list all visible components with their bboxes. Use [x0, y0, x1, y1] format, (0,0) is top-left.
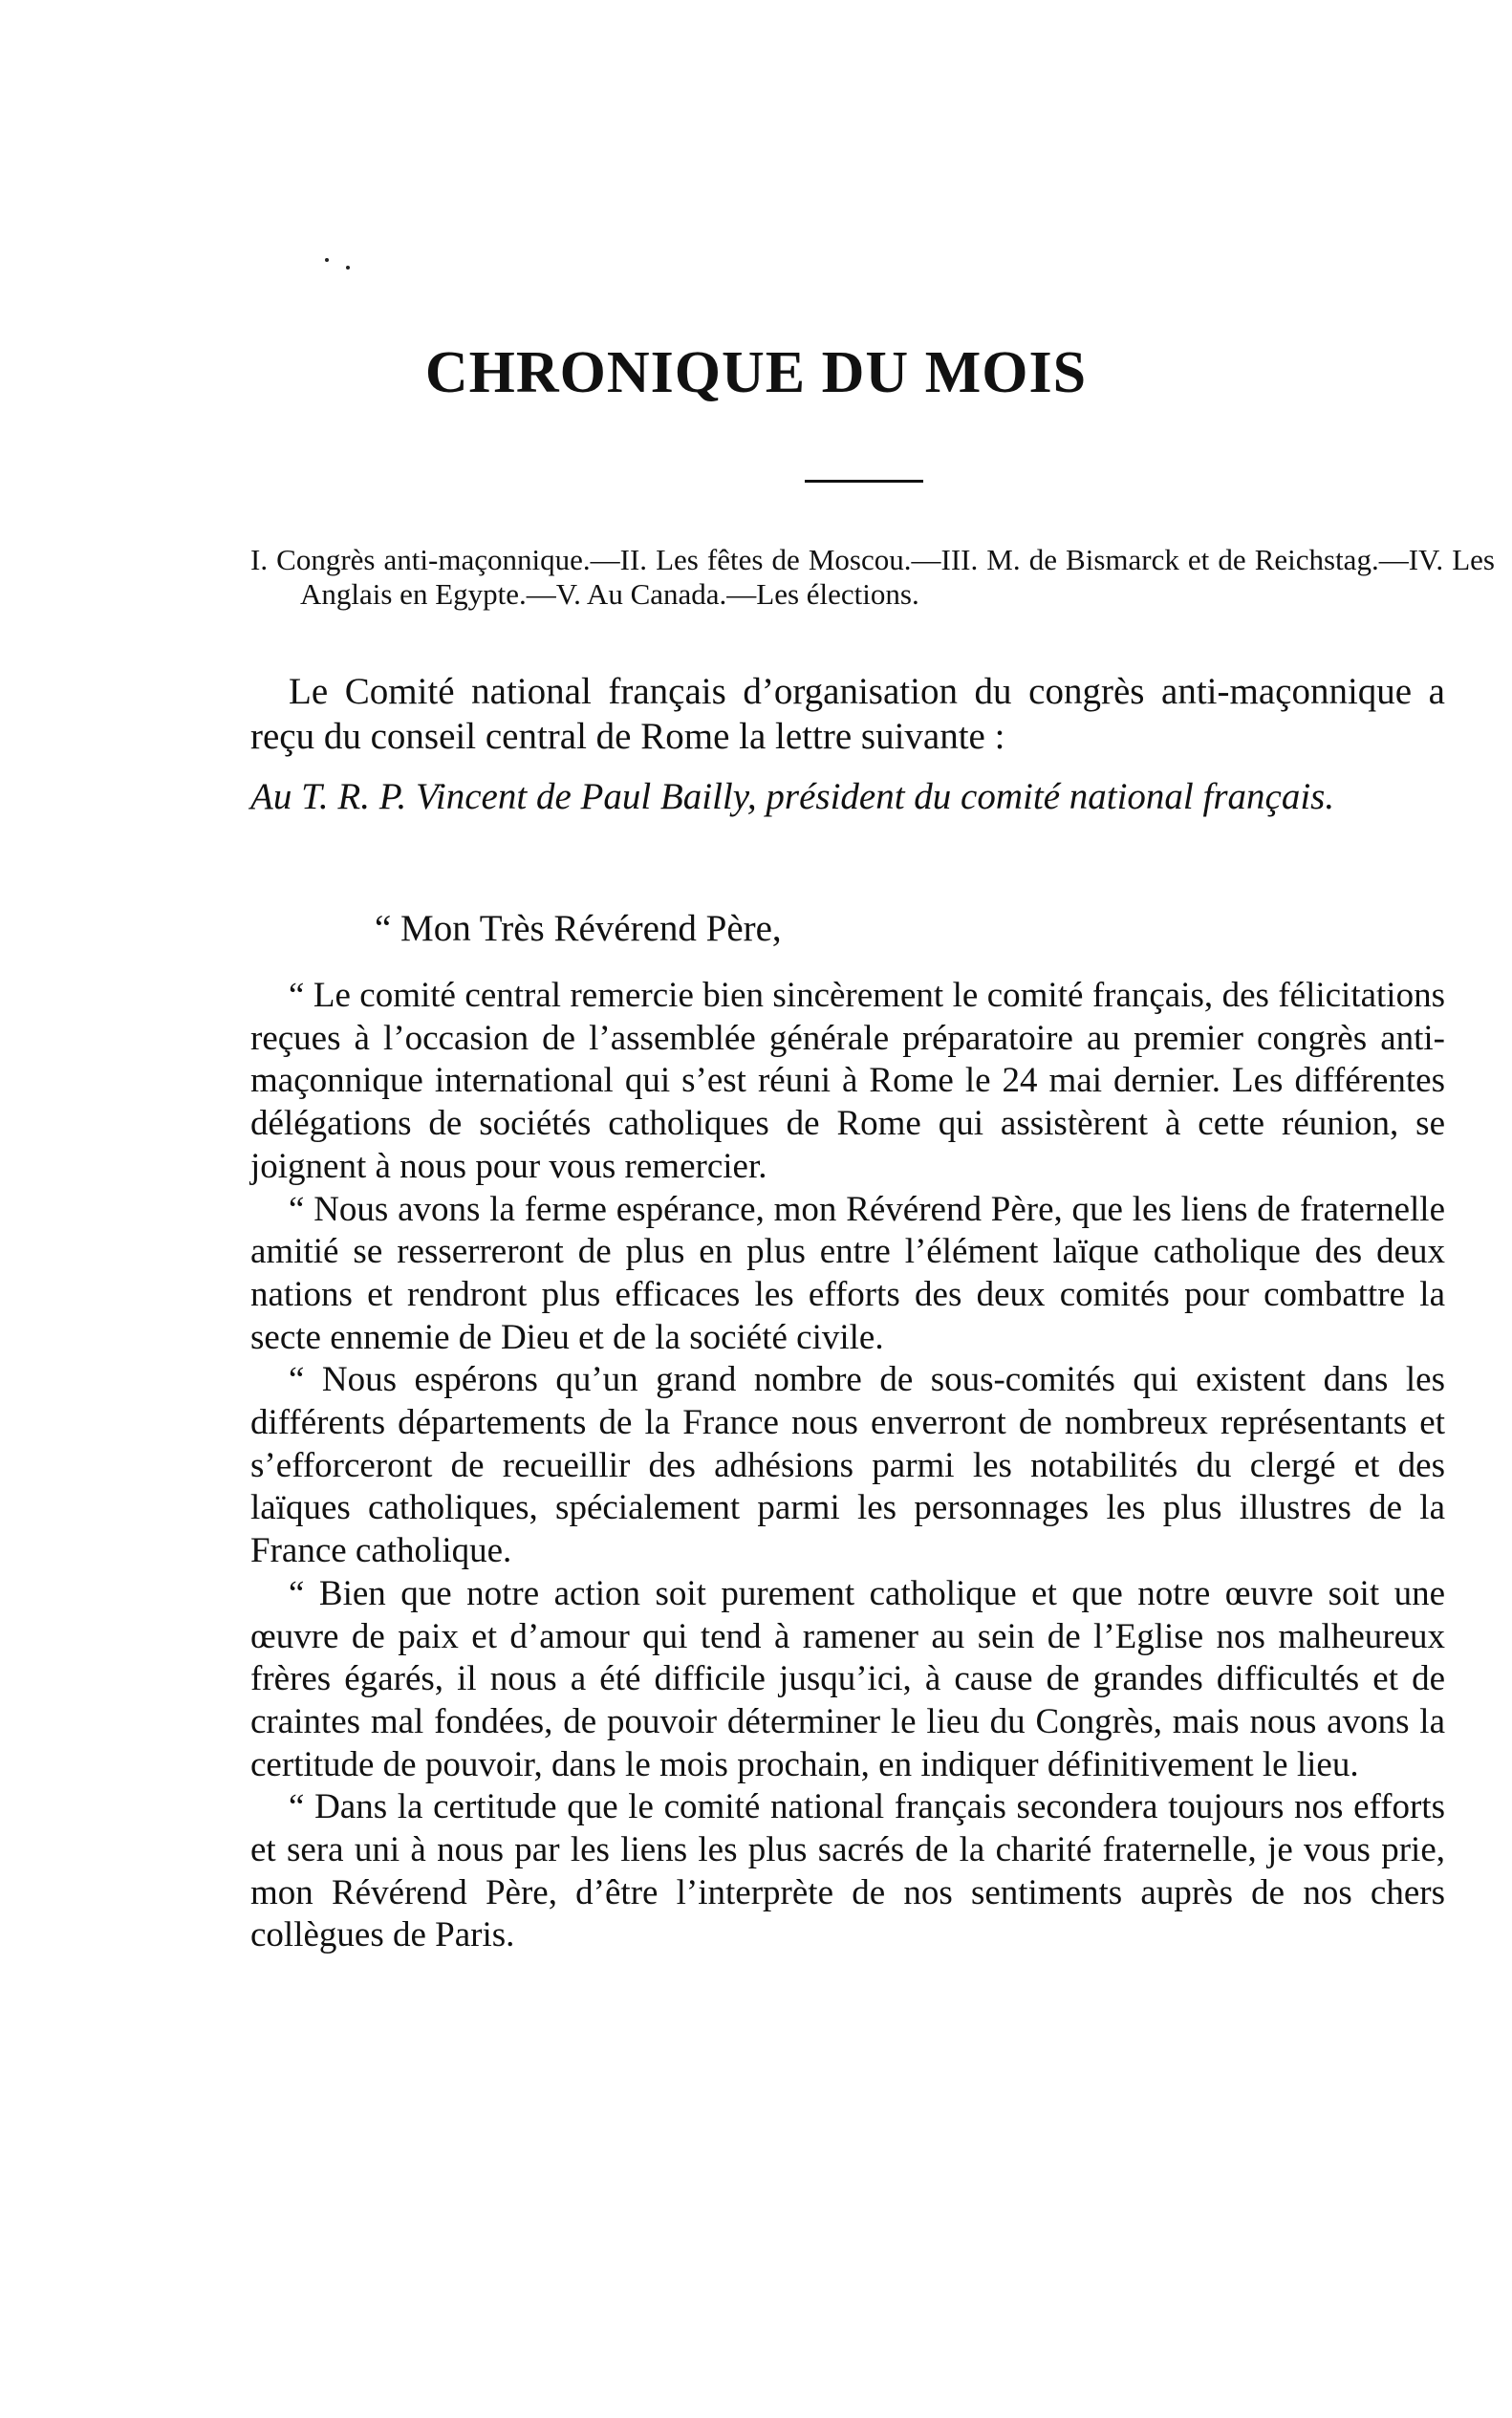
letter-body — [250, 975, 1445, 1957]
speck — [325, 258, 329, 262]
letter-paragraph: “ Bien que notre action soit purement catholique et que notre œuvre soit une œuvre de paix et d’amour qui tend à ramener au sein de l’Eglise nos malheureux frères égarés, il nous a été difficile jusqu’ici, à cause de grandes difficultés et de craintes mal fondées, de pouvoir déterminer le lieu du Congrès, mais nous avons la certitude de pouvoir, dans le mois prochain, en indiquer définitivement le lieu. — [250, 1573, 1445, 1784]
page-title: CHRONIQUE DU MOIS — [424, 340, 1088, 405]
letter-addressee: Au T. R. P. Vincent de Paul Bailly, président du comité national français. — [250, 776, 1335, 817]
chapter-summary: I. Congrès anti-maçonnique.—II. Les fêtes de Moscou.—III. M. de Bismarck et de Reichstag.—IV. Les Anglais en Egypte.—V. Au Canada.—Les élections. — [250, 543, 1495, 611]
speck — [346, 266, 350, 270]
intro-paragraph: Le Comité national français d’organisation du congrès anti-maçonnique a reçu du conseil central de Rome la lettre suivante : — [250, 671, 1445, 757]
letter-greeting: “ Mon Très Révérend Père, — [375, 908, 782, 949]
title-rule — [805, 480, 923, 483]
letter-paragraph: “ Dans la certitude que le comité national français secondera toujours nos efforts et sera uni à nous par les liens les plus sacrés de la charité fraternelle, je vous prie, mon Révérend Père, d’être l’interprète de nos sentiments auprès de nos chers collègues de Paris. — [250, 1787, 1445, 1955]
letter-paragraph: “ Nous espérons qu’un grand nombre de sous-comités qui existent dans les différents départements de la France nous enverront de nombreux représentants et s’efforceront de recueillir des adhésions parmi les notabilités du clergé et des laïques catholiques, spécialement parmi les personnages les plus illustres de la France catholique. — [250, 1360, 1445, 1571]
letter-paragraph: “ Nous avons la ferme espérance, mon Révérend Père, que les liens de fraternelle amitié se resserreront de plus en plus entre l’élément laïque catholique des deux nations et rendront plus efficaces les efforts des deux comités pour combattre la secte ennemie de Dieu et de la société civile. — [250, 1189, 1445, 1357]
letter-paragraph: “ Le comité central remercie bien sincèrement le comité français, des félicitations reçues à l’occasion de l’assemblée générale préparatoire au premier congrès anti-maçonnique international qui s’est réuni à Rome le 24 mai dernier. Les différentes délégations de sociétés catholiques de Rome qui assistèrent à cette réunion, se joignent à nous pour vous remercier. — [250, 976, 1445, 1186]
